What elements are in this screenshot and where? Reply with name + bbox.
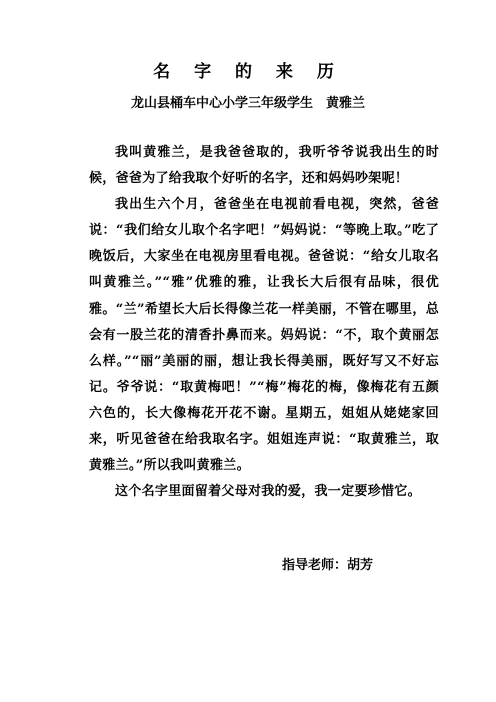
essay-body bbox=[89, 140, 439, 505]
teacher-signature: 指导老师：胡芳 bbox=[282, 558, 374, 573]
paragraph-2: 我出生六个月，爸爸坐在电视前看电视，突然，爸爸说：“我们给女儿取个名字吧！”妈妈说：“等晚上取。”吃了晚饭后，大家坐在电视房里看电视。爸爸说：“给女儿取名叫黄雅兰。”“雅”优雅的雅，让我长大后很有品味，很优雅。“兰”希望长大后长得像兰花一样美丽，不管在哪里，总会有一股兰花的清香扑鼻而来。妈妈说：“不，取个黄丽怎么样。”“丽”美丽的丽，想让我长得美丽，既好写又不好忘记。爷爷说：“取黄梅吧！”“梅”梅花的梅，像梅花有五颜六色的，长大像梅花开花不谢。星期五，姐姐从姥姥家回来，听见爸爸在给我取名字。姐姐连声说：“取黄雅兰，取黄雅兰。”所以我叫黄雅兰。 bbox=[89, 197, 439, 474]
paragraph-3: 这个名字里面留着父母对我的爱，我一定要珍惜它。 bbox=[115, 484, 421, 500]
author-line: 龙山县桶车中心小学三年级学生 黄雅兰 bbox=[130, 96, 365, 111]
document-title: 名 字 的 来 历 bbox=[153, 62, 343, 82]
paragraph-1: 我叫黄雅兰，是我爸爸取的，我听爷爷说我出生的时候，爸爸为了给我取个好听的名字，还和妈妈吵架呢！ bbox=[89, 145, 439, 187]
